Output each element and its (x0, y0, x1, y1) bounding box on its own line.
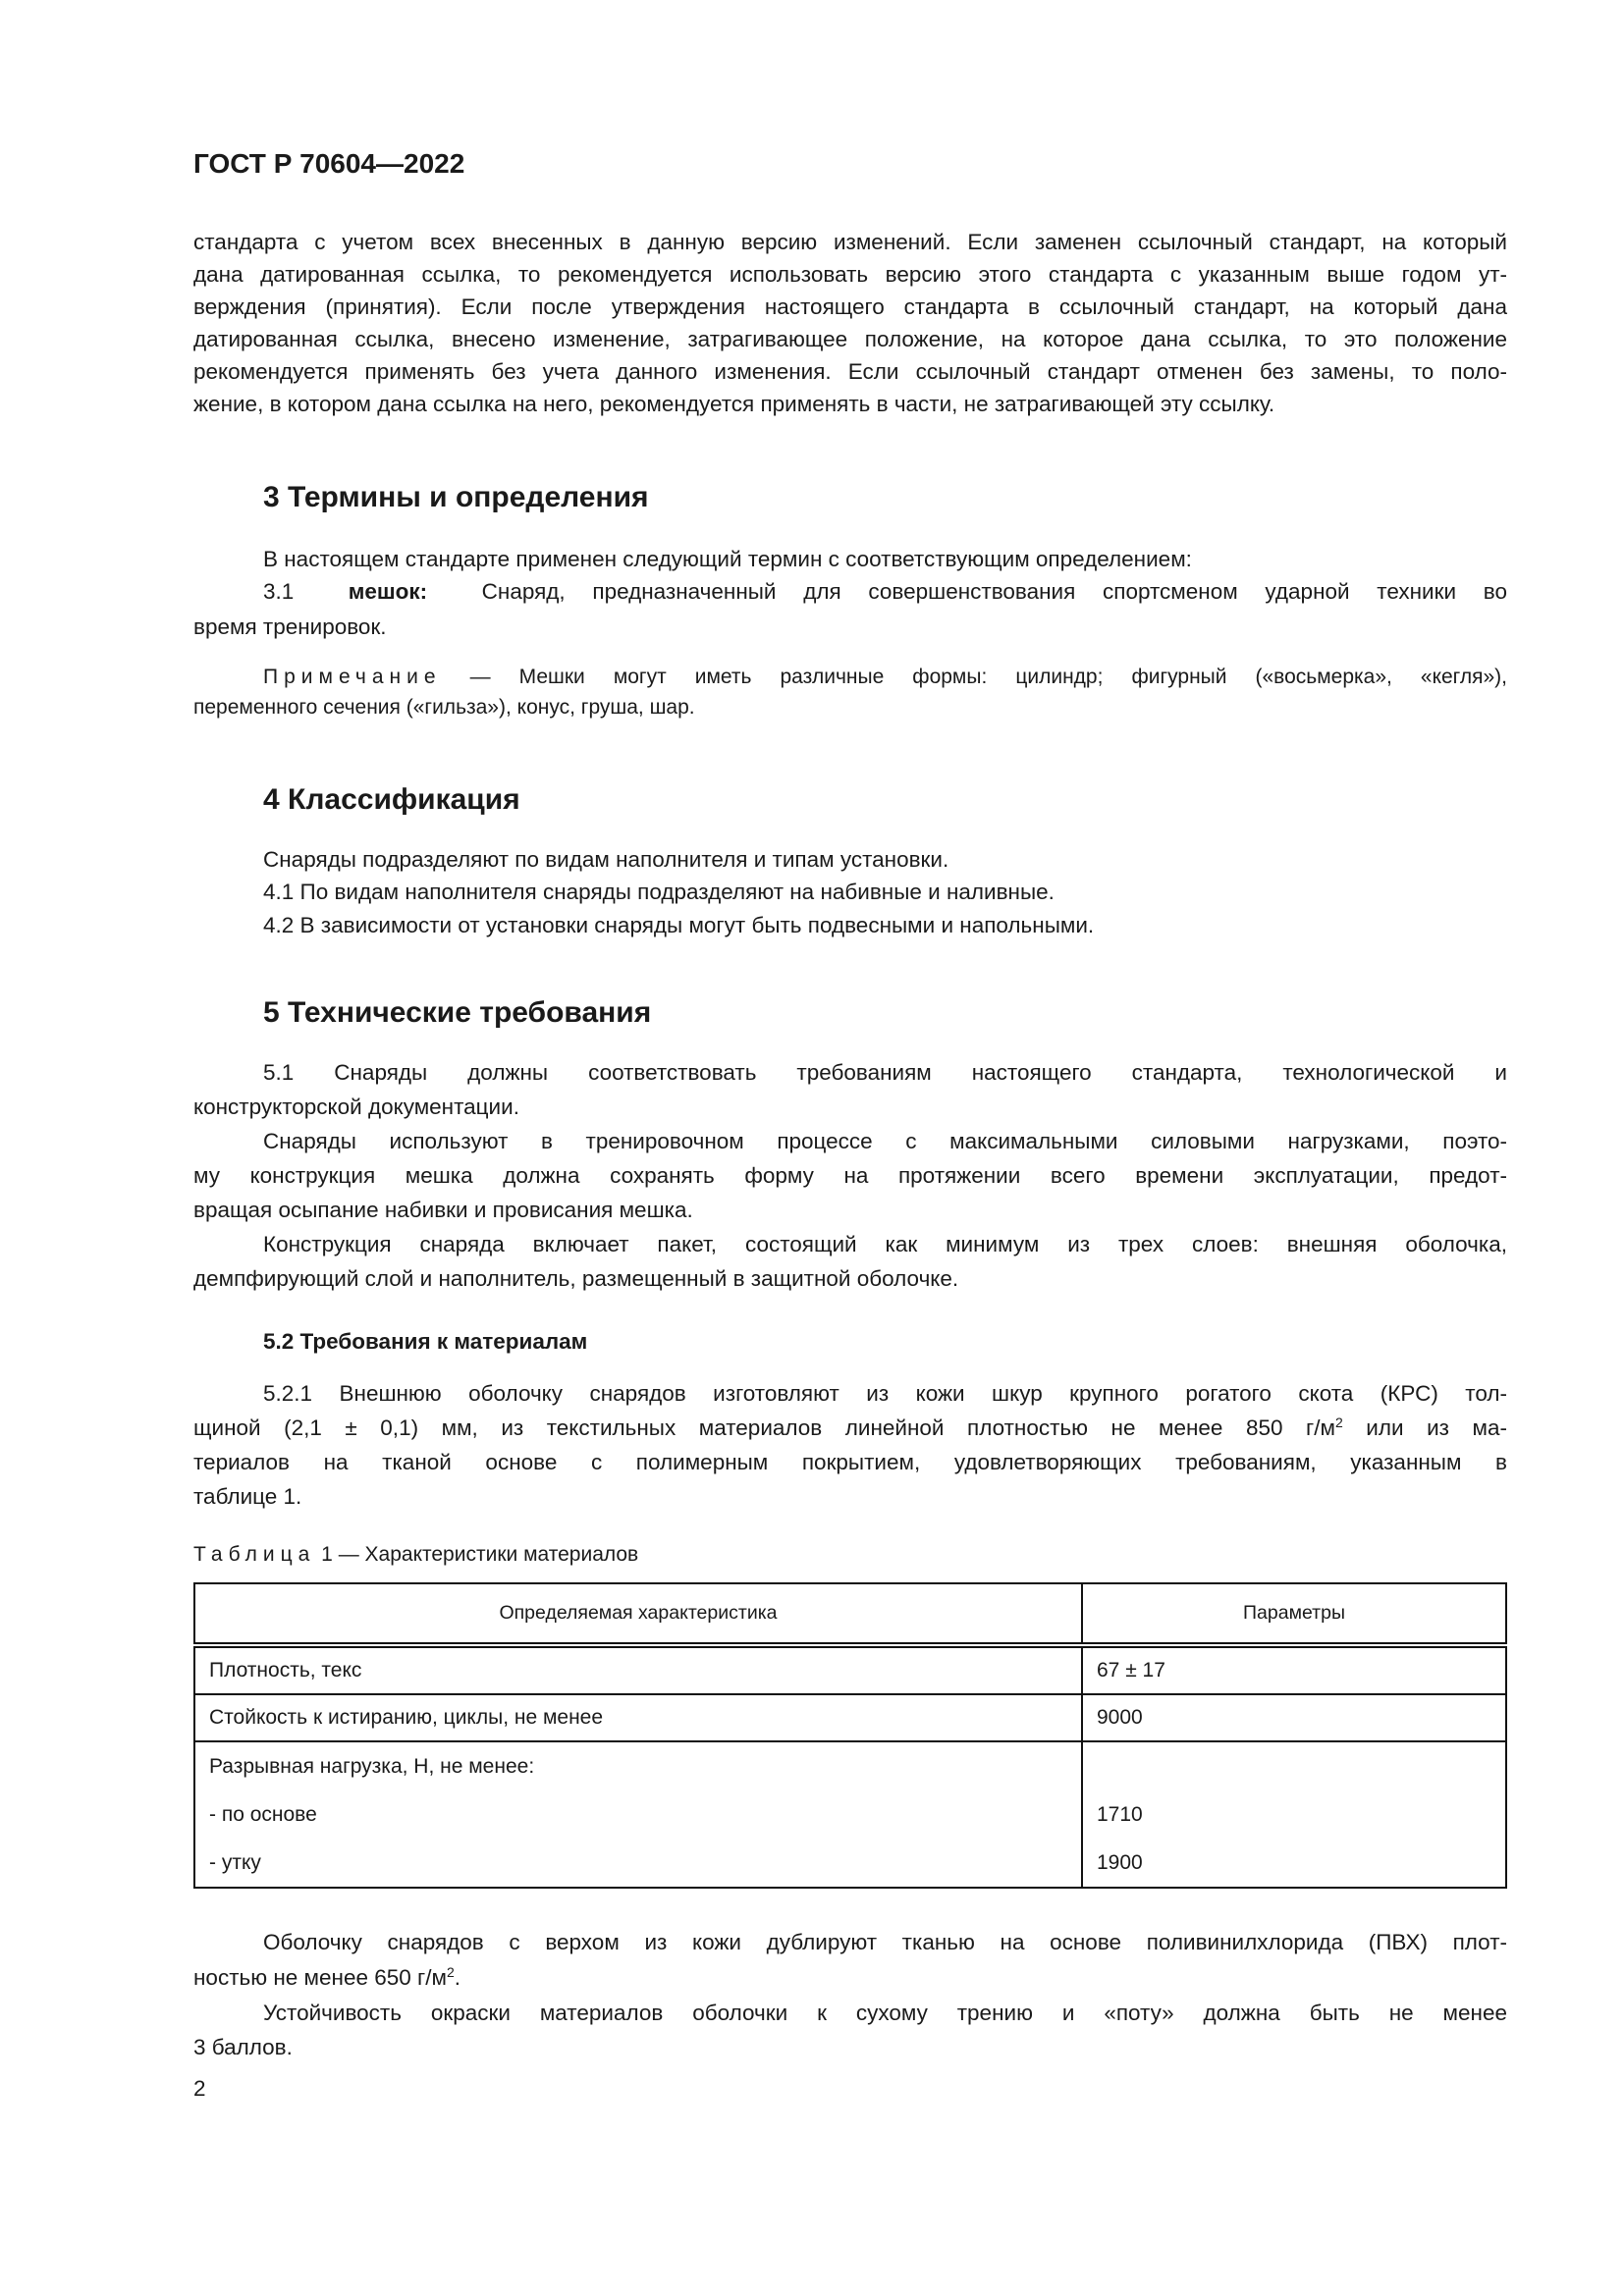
document-id-header: ГОСТ Р 70604—2022 (193, 148, 465, 179)
paragraph-usage: Снаряды используют в тренировочном процессе с максимальными силовыми нагрузками, поэто- (263, 1129, 1507, 1153)
characteristic-cell: Стойкость к истиранию, циклы, не менее (194, 1694, 1082, 1741)
paragraph-construction-cont: демпфирующий слой и наполнитель, размещенный в защитной оболочке. (193, 1266, 959, 1291)
paragraph-construction: Конструкция снаряда включает пакет, состоящий как минимум из трех слоев: внешняя оболочка, (263, 1232, 1507, 1256)
text: щиной (2,1 ± 0,1) мм, из текстильных материалов линейной плотностью не менее 850 г/м (193, 1415, 1335, 1440)
term-definition: Снаряд, предназначенный для совершенствования спортсменом ударной техники во (481, 579, 1507, 604)
clause-5-2-1-cont: таблице 1. (193, 1484, 302, 1509)
sub-characteristic: - утку (209, 1851, 261, 1874)
sub-value: 1710 (1097, 1803, 1143, 1826)
table-caption (193, 1541, 638, 1569)
superscript: 2 (446, 1964, 455, 1980)
empty-value (1097, 1742, 1491, 1790)
paragraph-usage-cont: вращая осыпание набивки и провисания мешка. (193, 1198, 693, 1222)
subsection-5-2-heading: 5.2 Требования к материалам (263, 1329, 588, 1354)
column-header-characteristic: Определяемая характеристика (194, 1583, 1082, 1645)
text: . (454, 1965, 460, 1990)
text-line: рекомендуется применять без учета данного изменения. Если ссылочный стандарт отменен без замены, то поло- (193, 359, 1507, 384)
group-label: Разрывная нагрузка, Н, не менее: (209, 1755, 535, 1778)
table-header-row (194, 1583, 1506, 1645)
clause-5-1-cont: конструкторской документации. (193, 1095, 519, 1119)
characteristic-cell: Плотность, текс (194, 1645, 1082, 1694)
term-definition-cont: время тренировок. (193, 614, 387, 639)
term-3-1 (263, 577, 1507, 607)
page-number: 2 (193, 2076, 206, 2101)
table-row (194, 1645, 1506, 1694)
text-line: жение, в котором дана ссылка на него, рекомендуется применять в части, не затрагивающей эту ссылку. (193, 392, 1275, 416)
text: ностью не менее 650 г/м (193, 1965, 447, 1990)
section-3-heading: 3 Термины и определения (263, 481, 649, 513)
superscript: 2 (1334, 1415, 1343, 1430)
paragraph-colorfastness: Устойчивость окраски материалов оболочки к сухому трению и «поту» должна быть не менее (263, 2001, 1507, 2025)
clause-5-2-1: 5.2.1 Внешнюю оболочку снарядов изготовляют из кожи шкур крупного рогатого скота (КРС) тол- (263, 1381, 1507, 1406)
table-caption-label: Таблица (193, 1543, 316, 1566)
section-4-heading: 4 Классификация (263, 783, 520, 816)
paragraph-lining: Оболочку снарядов с верхом из кожи дублируют тканью на основе поливинилхлорида (ПВХ) плот- (263, 1930, 1507, 1954)
clause-4-2: 4.2 В зависимости от установки снаряды могут быть подвесными и напольными. (263, 913, 1095, 937)
value-cell: 67 ± 17 (1082, 1645, 1506, 1694)
note-text: — Мешки могут иметь различные формы: цилиндр; фигурный («восьмерка», «кегля»), (469, 666, 1507, 688)
text: или из ма- (1342, 1415, 1507, 1440)
text-line: верждения (принятия). Если после утверждения настоящего стандарта в ссылочный стандарт, на который дана (193, 294, 1507, 319)
paragraph-colorfastness-cont: 3 баллов. (193, 2035, 293, 2059)
paragraph-usage-cont: му конструкция мешка должна сохранять форму на протяжении всего времени эксплуатации, предот- (193, 1163, 1507, 1188)
characteristic-cell (194, 1741, 1082, 1888)
table-row (194, 1694, 1506, 1741)
clause-4-1: 4.1 По видам наполнителя снаряды подразделяют на набивные и наливные. (263, 880, 1055, 904)
table-caption-title: 1 — Характеристики материалов (315, 1543, 639, 1566)
materials-table (193, 1582, 1507, 1889)
note (263, 663, 1507, 692)
sub-value: 1900 (1097, 1851, 1143, 1874)
term-name: мешок: (348, 579, 428, 604)
clause-5-2-1-cont: териалов на тканой основе с полимерным покрытием, удовлетворяющих требованиям, указанным в (193, 1450, 1507, 1474)
note-label: Примечание (263, 666, 442, 688)
clause-5-1: 5.1 Снаряды должны соответствовать требованиям настоящего стандарта, технологической и (263, 1060, 1507, 1085)
sub-characteristic: - по основе (209, 1803, 317, 1826)
term-number: 3.1 (263, 579, 295, 604)
text-line: стандарта с учетом всех внесенных в данную версию изменений. Если заменен ссылочный стандарт, на который (193, 230, 1507, 254)
note-cont: переменного сечения («гильза»), конус, груша, шар. (193, 696, 695, 719)
clause-5-2-1-cont (193, 1414, 1507, 1443)
section-3-intro: В настоящем стандарте применен следующий термин с соответствующим определением: (263, 547, 1192, 571)
value-cell: 9000 (1082, 1694, 1506, 1741)
text-line: дана датированная ссылка, то рекомендуется использовать версию этого стандарта с указанным выше годом ут- (193, 262, 1507, 287)
section-5-heading: 5 Технические требования (263, 996, 652, 1029)
section-4-intro: Снаряды подразделяют по видам наполнителя и типам установки. (263, 847, 949, 872)
value-cell (1082, 1741, 1506, 1888)
text-line: датированная ссылка, внесено изменение, затрагивающее положение, на которое дана ссылка, то это положение (193, 327, 1507, 351)
column-header-parameters: Параметры (1082, 1583, 1506, 1645)
paragraph-lining-cont (193, 1963, 1507, 1993)
table-row-group (194, 1741, 1506, 1888)
